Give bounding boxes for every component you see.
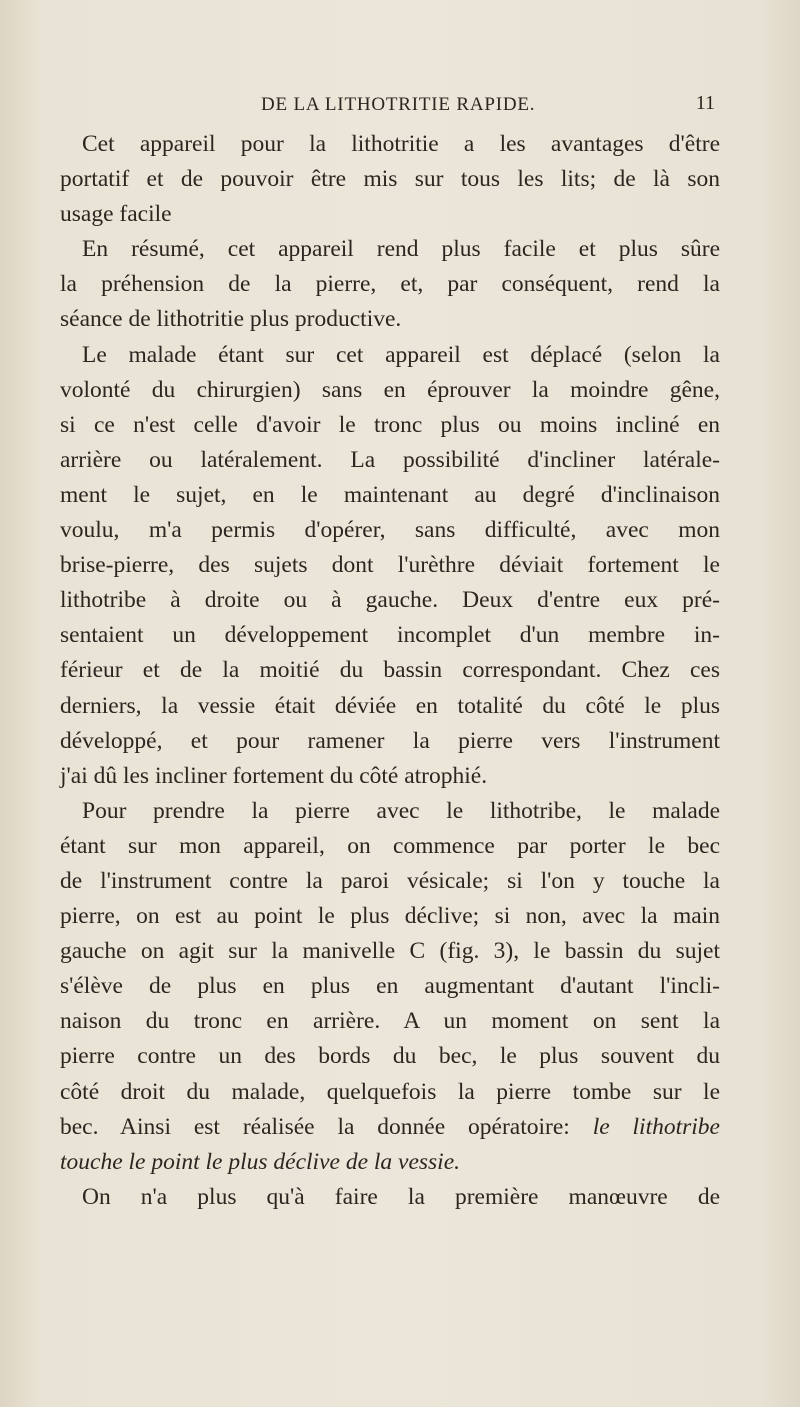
text-line: portatif et de pouvoir être mis sur tous les lits; de là son <box>60 166 720 193</box>
text-line: On n'a plus qu'à faire la première manœuvre de <box>82 1183 720 1210</box>
text-line: Pour prendre la pierre avec le lithotribe, le malade <box>82 797 720 824</box>
text-line: arrière ou latéralement. La possibilité d'incliner latérale- <box>60 446 720 473</box>
text-line: développé, et pour ramener la pierre vers l'instrument <box>60 727 720 754</box>
text-line: la préhension de la pierre, et, par conséquent, rend la <box>60 271 720 298</box>
text-line: derniers, la vessie était déviée en totalité du côté le plus <box>60 692 720 719</box>
text-line: sentaient un développement incomplet d'un membre in- <box>60 622 720 649</box>
text-run: bec. Ainsi est réalisée la donnée opératoire: <box>60 1113 570 1140</box>
text-line: voulu, m'a permis d'opérer, sans difficulté, avec mon <box>60 517 720 544</box>
text-line: ment le sujet, en le maintenant au degré d'inclinaison <box>60 481 720 508</box>
text-line: séance de lithotritie plus productive. <box>60 306 402 333</box>
text-line: gauche on agit sur la manivelle C (fig. 3), le bassin du sujet <box>60 938 720 965</box>
italic-line: touche le point le plus déclive de la vessie. <box>60 1148 461 1175</box>
text-line: Le malade étant sur cet appareil est déplacé (selon la <box>82 341 720 368</box>
text-line-mixed <box>60 1110 720 1145</box>
text-line: de l'instrument contre la paroi vésicale; si l'on y touche la <box>60 867 720 894</box>
text-line: lithotribe à droite ou à gauche. Deux d'entre eux pré- <box>60 587 720 614</box>
text-line: étant sur mon appareil, on commence par porter le bec <box>60 832 720 859</box>
text-line: pierre contre un des bords du bec, le plus souvent du <box>60 1043 720 1070</box>
text-line: férieur et de la moitié du bassin correspondant. Chez ces <box>60 657 720 684</box>
page-number: 11 <box>695 92 715 114</box>
running-title: DE LA LITHOTRITIE RAPIDE. <box>261 94 536 115</box>
text-line: Cet appareil pour la lithotritie a les avantages d'être <box>82 131 720 157</box>
text-line: volonté du chirurgien) sans en éprouver la moindre gêne, <box>60 376 720 403</box>
text-line: si ce n'est celle d'avoir le tronc plus ou moins incliné en <box>60 411 720 438</box>
running-head <box>255 94 715 116</box>
text-line: En résumé, cet appareil rend plus facile et plus sûre <box>82 236 720 263</box>
text-line: naison du tronc en arrière. A un moment on sent la <box>60 1008 720 1035</box>
text-line: usage facile <box>60 201 172 228</box>
text-line: brise-pierre, des sujets dont l'urèthre déviait fortement le <box>60 552 720 579</box>
body-text <box>60 127 720 1215</box>
text-line: pierre, on est au point le plus déclive; si non, avec la main <box>60 903 720 930</box>
text-line: j'ai dû les incliner fortement du côté atrophié. <box>60 762 488 789</box>
text-line: côté droit du malade, quelquefois la pierre tombe sur le <box>60 1078 720 1105</box>
italic-run: le lithotribe <box>592 1113 720 1140</box>
text-line: s'élève de plus en plus en augmentant d'autant l'incli- <box>60 973 720 1000</box>
